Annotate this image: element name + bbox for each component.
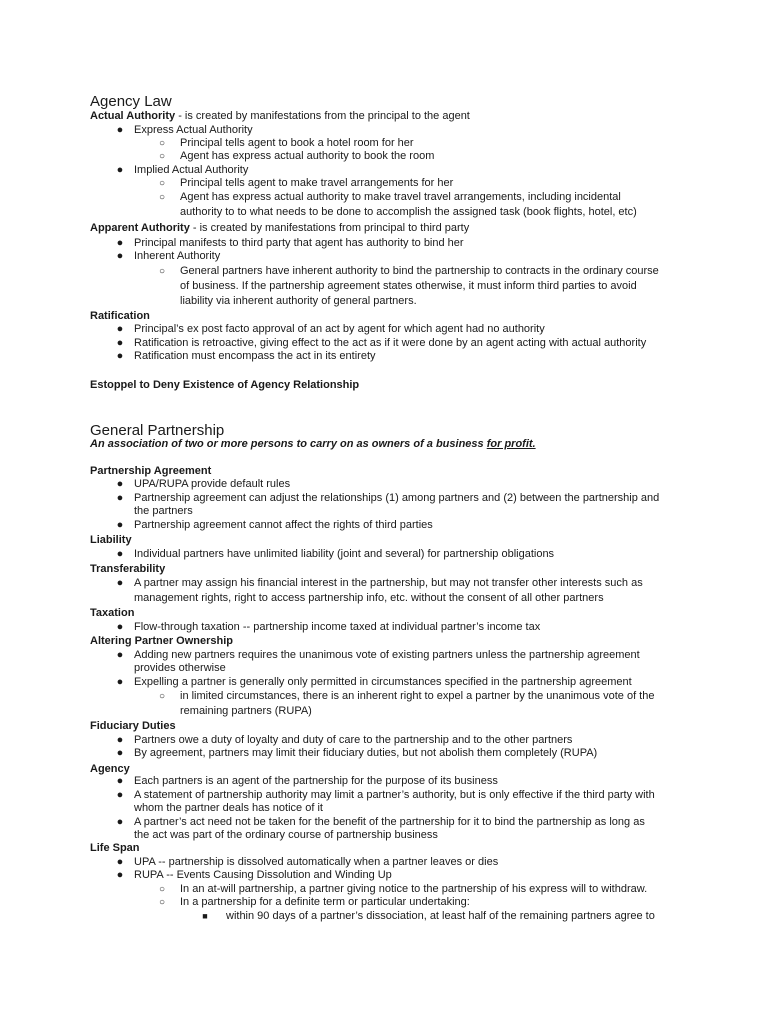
bullet-icon: ● [116, 816, 124, 828]
list-item: UPA -- partnership is dissolved automatically when a partner leaves or dies [134, 856, 499, 868]
actual-authority-text: - is created by manifestations from the principal to the agent [175, 110, 470, 122]
list-item-continuation: the act was part of the ordinary course of partnership business [134, 829, 438, 841]
bullet-icon: ● [116, 237, 124, 249]
bullet-icon: ● [116, 250, 124, 262]
list-item: In an at-will partnership, a partner giving notice to the partnership of his express will to withdraw. [180, 883, 648, 895]
list-item: Flow-through taxation -- partnership income taxed at individual partner’s income tax [134, 621, 541, 633]
bullet-icon: ● [116, 747, 124, 759]
bullet-icon: ● [116, 124, 124, 136]
list-item: within 90 days of a partner’s dissociation, at least half of the remaining partners agree to [226, 910, 655, 922]
list-item: Partners owe a duty of loyalty and duty of care to the partnership and to the other partners [134, 734, 573, 746]
definition-for-profit: for profit. [486, 438, 536, 450]
list-item: A partner’s act need not be taken for the benefit of the partnership for it to bind the partnership as long as [134, 816, 645, 828]
list-item-continuation: provides otherwise [134, 662, 226, 674]
bullet-icon: ● [116, 621, 124, 633]
list-item: Express Actual Authority [134, 124, 253, 136]
list-item: By agreement, partners may limit their fiduciary duties, but not abolish them completely (RUPA) [134, 747, 598, 759]
list-item: UPA/RUPA provide default rules [134, 478, 291, 490]
bullet-icon: ● [116, 548, 124, 560]
list-item: Each partners is an agent of the partnership for the purpose of its business [134, 775, 498, 787]
list-item: In a partnership for a definite term or particular undertaking: [180, 896, 470, 908]
list-item: Principal manifests to third party that agent has authority to bind her [134, 237, 464, 249]
list-item: A statement of partnership authority may limit a partner’s authority, but is only effective if the third party with [134, 789, 655, 801]
bullet-icon: ● [116, 869, 124, 881]
list-item: Principal tells agent to make travel arrangements for her [180, 177, 454, 189]
list-item: RUPA -- Events Causing Dissolution and Winding Up [134, 869, 392, 881]
list-item: Principal’s ex post facto approval of an act by agent for which agent had no authority [134, 323, 545, 335]
list-item: in limited circumstances, there is an inherent right to expel a partner by the unanimous vote of the [180, 690, 655, 702]
list-item-continuation: authority to to what needs to be done to accomplish the assigned task (book flights, hotel, etc) [180, 206, 637, 218]
bullet-icon: ● [116, 323, 124, 335]
list-item: A partner may assign his financial interest in the partnership, but may not transfer other interests such as [134, 577, 643, 589]
section-title-agency-law: Agency Law [90, 93, 172, 110]
circle-bullet-icon: ○ [158, 691, 166, 702]
bullet-icon: ● [116, 676, 124, 688]
circle-bullet-icon: ○ [158, 897, 166, 908]
list-item-continuation: whom the partner deals has notice of it [134, 802, 323, 814]
list-item: Ratification must encompass the act in its entirety [134, 350, 376, 362]
bullet-icon: ● [116, 492, 124, 504]
bullet-icon: ● [116, 337, 124, 349]
bullet-icon: ● [116, 577, 124, 589]
apparent-authority-text: - is created by manifestations from principal to third party [189, 222, 470, 234]
circle-bullet-icon: ○ [158, 138, 166, 149]
apparent-authority-definition [90, 222, 469, 235]
list-item: Implied Actual Authority [134, 164, 249, 176]
heading-taxation: Taxation [90, 607, 135, 619]
heading-liability: Liability [90, 534, 132, 546]
heading-ratification: Ratification [90, 310, 150, 322]
circle-bullet-icon: ○ [158, 178, 166, 189]
list-item: Agent has express actual authority to make travel travel arrangements, including incidental [180, 191, 621, 203]
heading-agency: Agency [90, 763, 130, 775]
heading-life-span: Life Span [90, 842, 140, 854]
list-item-continuation: remaining partners (RUPA) [180, 705, 312, 717]
definition-text: An association of two or more persons to carry on as owners of a business [90, 438, 487, 450]
list-item: Expelling a partner is generally only permitted in circumstances specified in the partnership agreement [134, 676, 632, 688]
heading-fiduciary-duties: Fiduciary Duties [90, 720, 176, 732]
list-item: Agent has express actual authority to book the room [180, 150, 435, 162]
heading-partnership-agreement: Partnership Agreement [90, 465, 212, 477]
list-item-continuation: of business. If the partnership agreement states otherwise, it must inform third parties to avoid [180, 280, 637, 292]
list-item-continuation: the partners [134, 505, 193, 517]
actual-authority-term: Actual Authority [90, 110, 176, 122]
list-item: Individual partners have unlimited liability (joint and several) for partnership obligations [134, 548, 555, 560]
bullet-icon: ● [116, 734, 124, 746]
circle-bullet-icon: ○ [158, 266, 166, 277]
list-item: Adding new partners requires the unanimous vote of existing partners unless the partnership agreement [134, 649, 640, 661]
heading-altering-partner-ownership: Altering Partner Ownership [90, 635, 234, 647]
list-item: Partnership agreement can adjust the relationships (1) among partners and (2) between the partnership and [134, 492, 660, 504]
circle-bullet-icon: ○ [158, 151, 166, 162]
bullet-icon: ● [116, 519, 124, 531]
list-item: Partnership agreement cannot affect the rights of third parties [134, 519, 433, 531]
list-item: Principal tells agent to book a hotel room for her [180, 137, 414, 149]
list-item-continuation: liability via inherent authority of general partners. [180, 295, 417, 307]
list-item: Inherent Authority [134, 250, 221, 262]
bullet-icon: ● [116, 164, 124, 176]
actual-authority-definition [90, 110, 470, 123]
general-partnership-definition [90, 438, 536, 451]
list-item: Ratification is retroactive, giving effect to the act as if it were done by an agent acting with actual authority [134, 337, 647, 349]
circle-bullet-icon: ○ [158, 192, 166, 203]
heading-estoppel: Estoppel to Deny Existence of Agency Relationship [90, 379, 360, 391]
list-item: General partners have inherent authority to bind the partnership to contracts in the ordinary course [180, 265, 659, 277]
circle-bullet-icon: ○ [158, 884, 166, 895]
heading-transferability: Transferability [90, 563, 166, 575]
list-item-continuation: management rights, right to access partnership info, etc. without the consent of all other partners [134, 592, 604, 604]
bullet-icon: ● [116, 649, 124, 661]
section-title-general-partnership: General Partnership [90, 422, 225, 439]
bullet-icon: ● [116, 775, 124, 787]
apparent-authority-term: Apparent Authority [90, 222, 190, 234]
square-bullet-icon: ■ [202, 911, 208, 921]
bullet-icon: ● [116, 350, 124, 362]
bullet-icon: ● [116, 856, 124, 868]
bullet-icon: ● [116, 478, 124, 490]
bullet-icon: ● [116, 789, 124, 801]
